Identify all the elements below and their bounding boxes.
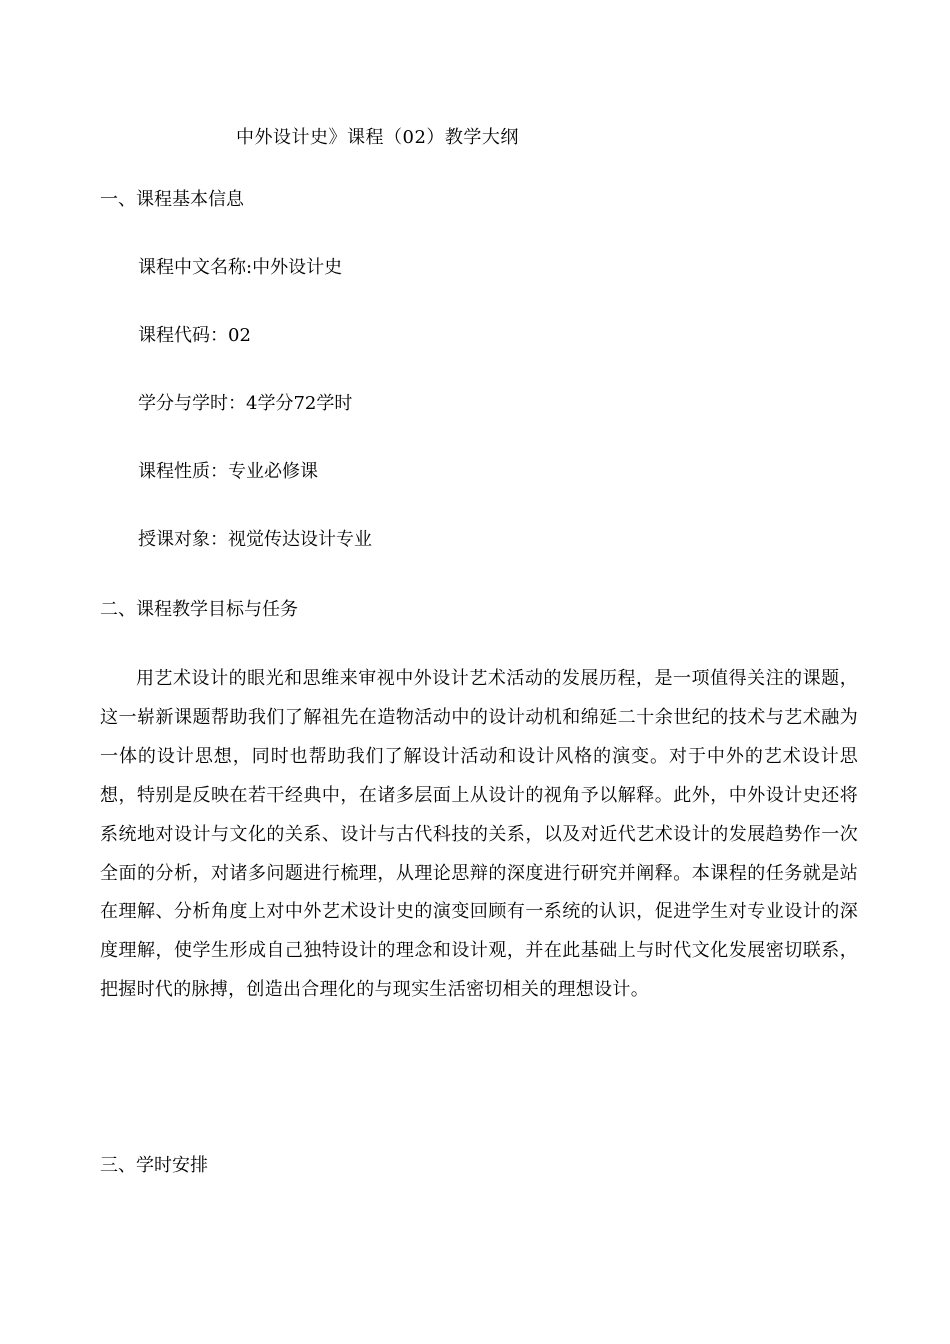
target-students-item: 授课对象：视觉传达设计专业 (138, 529, 372, 550)
credits-hours-item: 学分与学时：4学分72学时 (138, 393, 353, 414)
course-code-item: 课程代码：02 (138, 325, 251, 346)
section-heading-objectives: 二、课程教学目标与任务 (100, 599, 298, 620)
objectives-paragraph: 用艺术设计的眼光和思维来审视中外设计艺术活动的发展历程，是一项值得关注的课题，这一崭新课题帮助我们了解祖先在造物活动中的设计动机和绵延二十余世纪的技术与艺术融为一体的设计思想，同时也帮助我们了解设计活动和设计风格的演变。对于中外的艺术设计思想，特别是反映在若干经典中，在诸多层面上从设计的视角予以解释。此外，中外设计史还将系统地对设计与文化的关系、设计与古代科技的关系，以及对近代艺术设计的发展趋势作一次全面的分析，对诸多问题进行梳理，从理论思辩的深度进行研究并阐释。本课程的任务就是站在理解、分析角度上对中外艺术设计史的演变回顾有一系统的认识，促进学生对专业设计的深度理解，使学生形成自己独特设计的理念和设计观，并在此基础上与时代文化发展密切联系，把握时代的脉搏，创造出合理化的与现实生活密切相关的理想设计。 (100, 668, 858, 1001)
section-heading-schedule: 三、学时安排 (100, 1155, 208, 1176)
course-info-list (138, 254, 372, 594)
course-nature-item: 课程性质：专业必修课 (138, 461, 318, 482)
section-heading-basic-info: 一、课程基本信息 (100, 189, 244, 210)
document-title: 中外设计史》课程（02）教学大纲 (236, 127, 519, 148)
course-name-item: 课程中文名称:中外设计史 (138, 257, 343, 278)
